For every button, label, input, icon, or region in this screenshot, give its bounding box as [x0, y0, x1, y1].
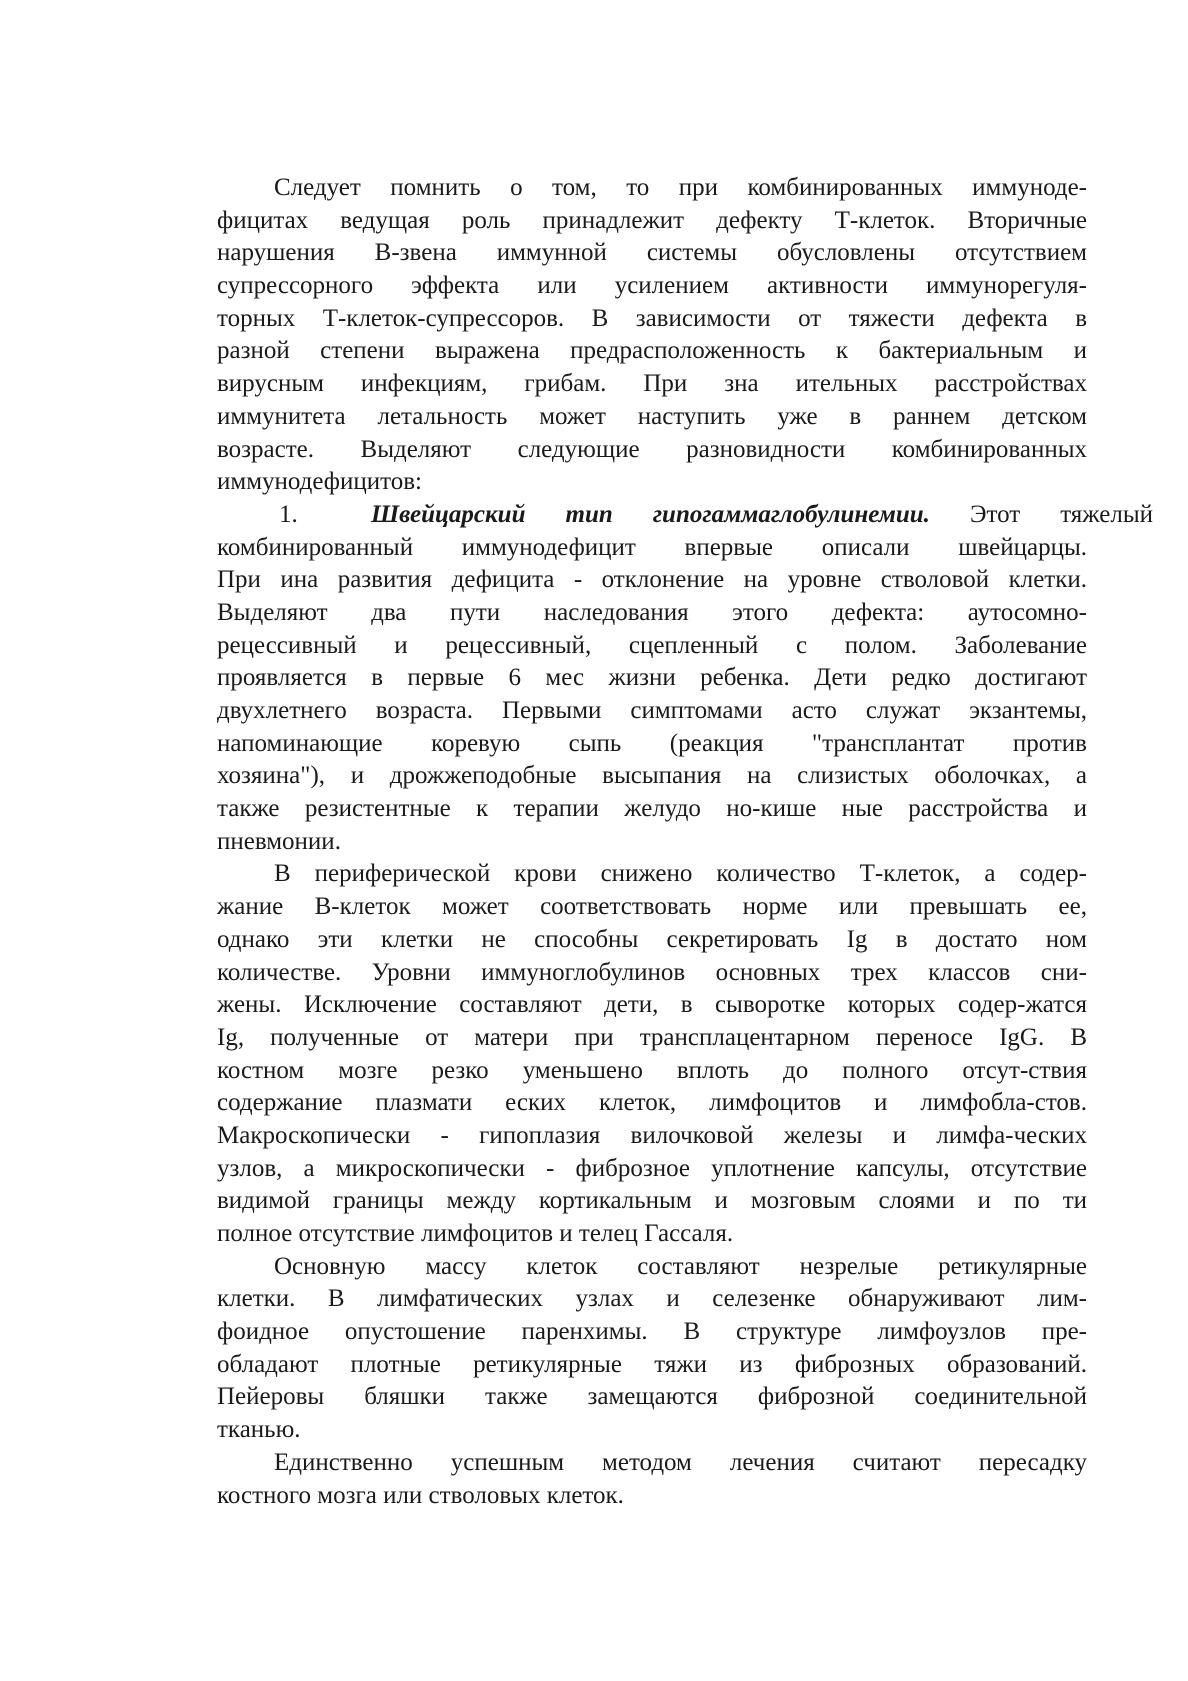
- text-line: нарушения В-звена иммунной системы обусловлены отсутствием: [217, 239, 1087, 267]
- text-line: обладают плотные ретикулярные тяжи из фиброзных образований.: [217, 1350, 1087, 1378]
- text-line: однако эти клетки не способны секретировать Ig в достато ном: [217, 925, 1087, 953]
- text-line: жание В-клеток может соответствовать норме или превышать ее,: [217, 893, 1087, 921]
- text-line: супрессорного эффекта или усилением активности иммунорегуля-: [217, 272, 1087, 300]
- text-line: клетки. В лимфатических узлах и селезенке обнаруживают лим-: [217, 1285, 1087, 1313]
- text-line: Макроскопически - гипоплазия вилочковой железы и лимфа-ческих: [217, 1121, 1087, 1149]
- list-item-title: Швейцарский тип гипогаммаглобулинемии.: [371, 500, 930, 528]
- paragraph-1: [217, 172, 1087, 499]
- text-line: Единственно успешным методом лечения считают пересадку: [274, 1448, 1087, 1476]
- text-line: Следует помнить о том, то при комбинированных иммуноде-: [274, 174, 1087, 201]
- list-item-number: 1.: [279, 500, 298, 528]
- text-line: количестве. Уровни иммуноглобулинов основных трех классов сни-: [217, 958, 1087, 986]
- text-line: двухлетнего возраста. Первыми симптомами асто служат экзантемы,: [217, 697, 1087, 724]
- list-item-heading-line: [217, 499, 1153, 532]
- text-line: торных Т-клеток-супрессоров. В зависимости от тяжести дефекта в: [217, 304, 1087, 332]
- paragraph-2: [217, 499, 1153, 859]
- text-line: содержание плазмати еских клеток, лимфоцитов и лимфобла-стов.: [217, 1089, 1087, 1117]
- text-line: В периферической крови снижено количество Т-клеток, а содер-: [274, 860, 1087, 888]
- paragraph-4: [217, 1251, 1087, 1447]
- list-item-text: Этот тяжелый: [929, 500, 1153, 528]
- text-line: комбинированный иммунодефицит впервые описали швейцарцы.: [217, 533, 1087, 561]
- text-line: иммунодефицитов:: [217, 468, 422, 496]
- paragraph-5: [217, 1447, 1087, 1512]
- text-line: При ина развития дефицита - отклонение на уровне стволовой клетки.: [217, 566, 1087, 594]
- text-line: жены. Исключение составляют дети, в сыворотке которых содер-жатся: [217, 991, 1087, 1019]
- text-line: Выделяют два пути наследования этого дефекта: аутосомно-: [217, 598, 1087, 626]
- text-line: разной степени выражена предрасположенность к бактериальным и: [217, 337, 1087, 365]
- text-line: фицитах ведущая роль принадлежит дефекту Т-клеток. Вторичные: [217, 206, 1087, 234]
- text-line: иммунитета летальность может наступить уже в раннем детском: [217, 402, 1087, 430]
- text-line: видимой границы между кортикальным и мозговым слоями и по ти: [217, 1187, 1087, 1215]
- text-line: напоминающие коревую сыпь (реакция "трансплантат против: [217, 729, 1087, 757]
- text-line: также резистентные к терапии желудо но-кише ные расстройства и: [217, 795, 1087, 823]
- text-line: узлов, а микроскопически - фиброзное уплотнение капсулы, отсутствие: [217, 1154, 1087, 1182]
- paragraph-3: [217, 858, 1087, 1250]
- text-line: Пейеровы бляшки также замещаются фиброзной соединительной: [217, 1383, 1087, 1411]
- text-line: костном мозге резко уменьшено вплоть до полного отсут-ствия: [217, 1056, 1087, 1084]
- text-line: полное отсутствие лимфоцитов и телец Гассаля.: [217, 1220, 734, 1247]
- text-line: костного мозга или стволовых клеток.: [217, 1481, 624, 1509]
- text-line: пневмонии.: [217, 827, 341, 855]
- text-line: хозяина"), и дрожжеподобные высыпания на слизистых оболочках, а: [217, 762, 1087, 790]
- text-line: проявляется в первые 6 мес жизни ребенка. Дети редко достигают: [217, 664, 1087, 692]
- text-line: вирусным инфекциям, грибам. При зна ительных расстройствах: [217, 370, 1087, 398]
- text-line: возрасте. Выделяют следующие разновидности комбинированных: [217, 435, 1087, 463]
- text-line: тканью.: [217, 1416, 301, 1444]
- text-line: фоидное опустошение паренхимы. В структуре лимфоузлов пре-: [217, 1318, 1087, 1346]
- text-line: Основную массу клеток составляют незрелые ретикулярные: [274, 1252, 1087, 1280]
- text-line: Ig, полученные от матери при трансплацентарном переносе IgG. В: [217, 1023, 1087, 1051]
- document-page: [217, 172, 1153, 1512]
- text-line: рецессивный и рецессивный, сцепленный с полом. Заболевание: [217, 631, 1087, 659]
